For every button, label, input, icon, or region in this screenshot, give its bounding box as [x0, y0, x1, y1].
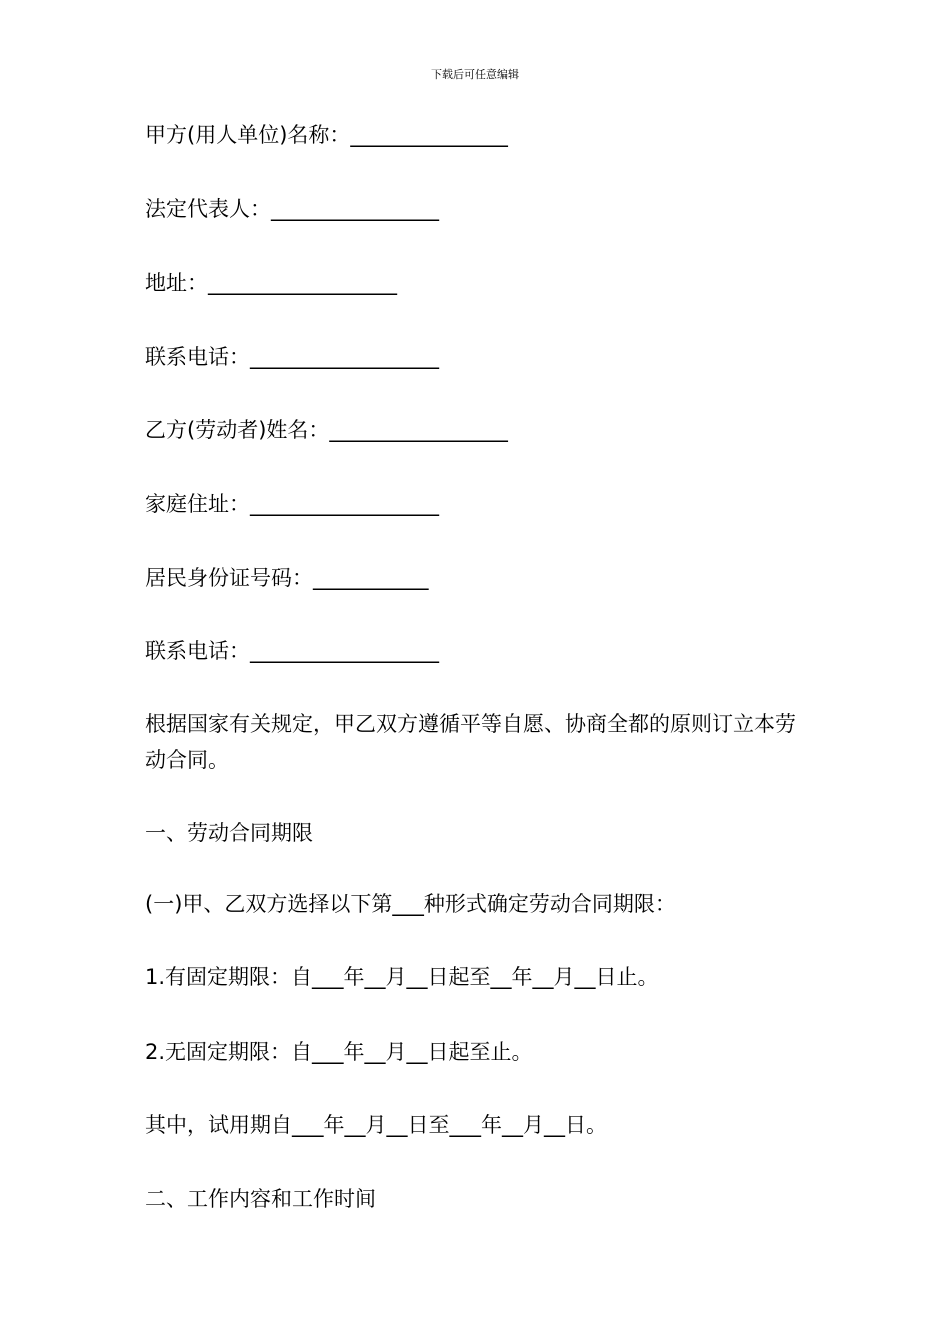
party-a-phone-field: [145, 340, 815, 374]
id-number-blank: ___________: [313, 566, 429, 590]
party-b-name-blank: _________________: [329, 418, 508, 442]
party-b-name-label: 乙方(劳动者)姓名：: [145, 418, 330, 442]
fixed-term-option: 1.有固定期限：自___年__月__日起至__年__月__日止。: [145, 965, 659, 989]
party-a-name-label: 甲方(用人单位)名称：: [145, 123, 351, 147]
party-b-phone-label: 联系电话：: [145, 639, 250, 663]
probation-period-line: 其中，试用期自___年__月__日至___年__月__日。: [145, 1113, 607, 1137]
party-b-phone-field: [145, 634, 815, 668]
clause-1-paragraph: (一)甲、乙双方选择以下第___种形式确定劳动合同期限：: [145, 892, 676, 916]
open-term-option: 2.无固定期限：自___年__月__日起至止。: [145, 1040, 533, 1064]
home-address-field: [145, 487, 815, 521]
page-header-note: 下载后可任意编辑: [431, 68, 519, 81]
preamble-paragraph: 根据国家有关规定，甲乙双方遵循平等自愿、协商全都的原则订立本劳动合同。: [145, 712, 796, 772]
legal-representative-field: [145, 192, 815, 226]
party-b-phone-blank: __________________: [250, 639, 439, 663]
id-number-field: [145, 561, 815, 595]
home-address-label: 家庭住址：: [145, 492, 250, 516]
party-a-name-blank: _______________: [350, 123, 508, 147]
party-a-phone-label: 联系电话：: [145, 345, 250, 369]
section-1-heading: 一、劳动合同期限: [145, 821, 313, 845]
legal-representative-blank: ________________: [271, 197, 439, 221]
section-2-heading: 二、工作内容和工作时间: [145, 1187, 376, 1211]
address-field: [145, 266, 815, 300]
party-a-name-field: [145, 118, 815, 152]
party-a-phone-blank: __________________: [250, 345, 439, 369]
party-b-name-field: [145, 413, 815, 447]
id-number-label: 居民身份证号码：: [145, 566, 313, 590]
home-address-blank: __________________: [250, 492, 439, 516]
address-label: 地址：: [145, 271, 208, 295]
legal-representative-label: 法定代表人：: [145, 197, 271, 221]
address-blank: __________________: [208, 271, 397, 295]
